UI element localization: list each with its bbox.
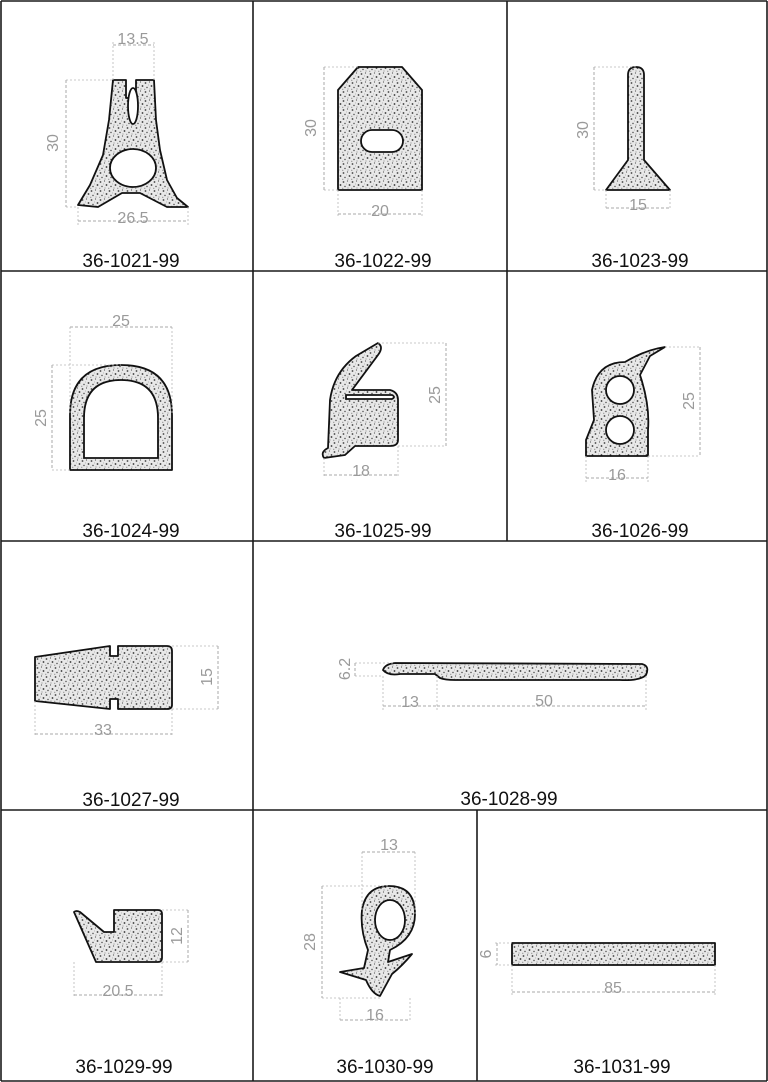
profile-code-1024: 36-1024-99 [82,521,180,542]
profile-code-1028: 36-1028-99 [460,789,558,810]
dim-1031-height: 6 [478,949,495,959]
profile-code-1026: 36-1026-99 [591,521,689,542]
profile-1021-slot [128,88,138,124]
profile-1022-drawing [338,67,422,190]
dim-1025-height: 25 [427,386,444,404]
dim-1026-height: 25 [681,392,698,410]
profile-cell-1021 [45,31,188,272]
dim-1030-height: 28 [302,933,319,951]
profile-1030-drawing [340,886,415,996]
profile-code-1029: 36-1029-99 [75,1057,173,1078]
profile-code-1030: 36-1030-99 [336,1057,434,1078]
dim-1030-base: 16 [366,1007,384,1024]
profile-1026-hole-bottom [606,416,634,444]
dim-1028-height: 6.2 [337,657,354,681]
profile-cell-1024 [33,313,180,542]
profile-cell-1030 [302,837,434,1078]
dim-1025-width: 18 [352,463,370,480]
dim-1022-height: 30 [303,119,320,137]
profile-code-1021: 36-1021-99 [82,251,180,272]
profile-1021-hole [110,149,156,187]
profile-code-1031: 36-1031-99 [573,1057,671,1078]
dim-1021-base: 26.5 [117,210,149,227]
profile-1024-opening [84,380,158,458]
dim-1028-length: 50 [535,693,553,710]
profile-cell-1025 [323,343,446,542]
dim-1024-width: 25 [112,313,130,330]
profile-cell-1022 [303,67,432,272]
dim-1031-length: 85 [604,980,622,997]
profile-cell-1027 [35,646,220,811]
profile-cell-1026 [586,347,700,542]
dim-1021-top: 13.5 [117,31,149,48]
dim-1023-height: 30 [575,121,592,139]
dim-1024-height: 25 [33,409,50,427]
profile-1022-slot [361,130,403,152]
profile-code-1023: 36-1023-99 [591,251,689,272]
profile-cell-1029 [74,910,190,1078]
dim-1027-height: 15 [199,668,216,686]
dim-1023-width: 15 [629,197,647,214]
dim-1026-width: 16 [608,467,626,484]
profile-code-1022-label: 36-1022-99 [334,251,432,272]
profile-1029-drawing [74,910,162,962]
profile-cell-1028 [337,658,647,810]
profile-code-1027: 36-1027-99 [82,790,180,811]
dim-1027-length: 33 [94,722,112,739]
profile-1023-drawing [606,67,670,190]
profile-1028-drawing [383,663,647,680]
dim-1028-lip: 13 [401,694,419,711]
dim-1021-height: 30 [45,134,62,152]
profile-1030-hole [375,900,405,940]
dim-1030-top: 13 [380,837,398,854]
profile-code-1025: 36-1025-99 [334,521,432,542]
dim-1029-width: 20.5 [102,983,134,1000]
profile-1025-drawing [323,343,398,458]
profile-cell-1023 [575,67,689,272]
profile-1031-drawing [512,943,715,965]
dim-1022-width: 20 [371,203,389,220]
profile-cell-1031 [478,943,715,1078]
profile-1027-drawing [35,646,172,709]
dim-1029-height: 12 [169,927,186,945]
profile-1026-hole-top [606,376,634,404]
